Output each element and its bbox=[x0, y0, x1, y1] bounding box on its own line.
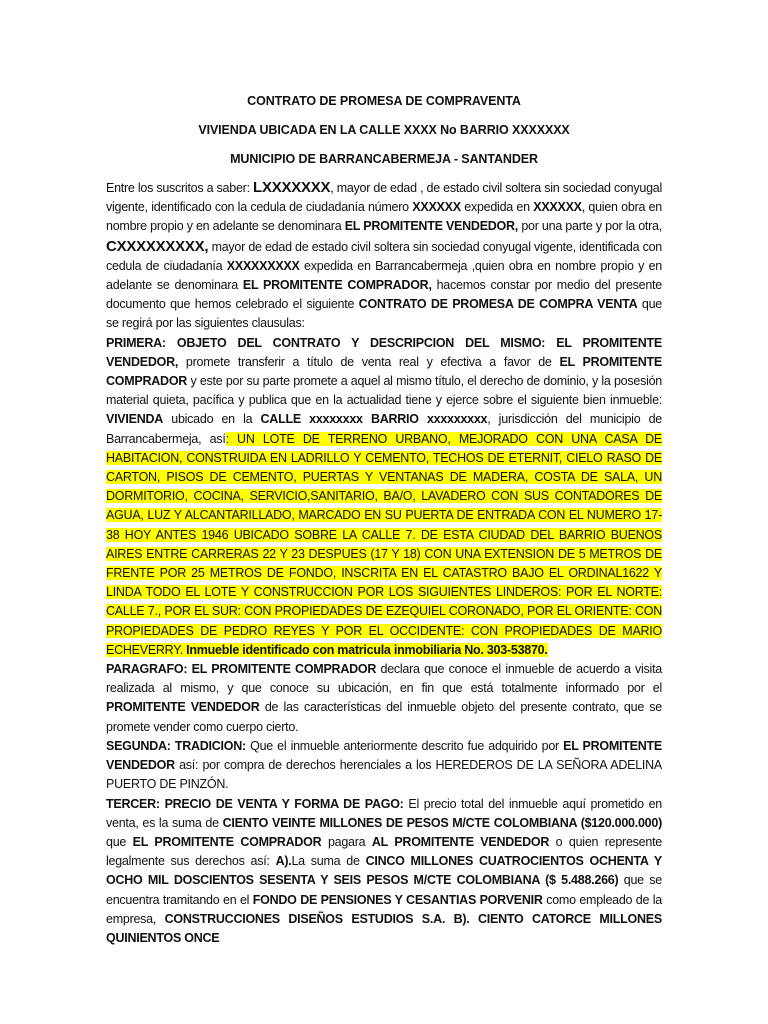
seller-role: EL PROMITENTE VENDEDOR, bbox=[344, 219, 519, 234]
pension-fund: FONDO DE PENSIONES Y CESANTIAS PORVENIR bbox=[252, 892, 543, 907]
contract-body bbox=[106, 178, 662, 948]
seller-name: LXXXXXXX bbox=[253, 179, 331, 196]
buyer-name: CXXXXXXXXX, bbox=[106, 237, 209, 255]
document-title: CONTRATO DE PROMESA DE COMPRAVENTA bbox=[247, 94, 521, 108]
clause-tercera-heading: TERCER: PRECIO DE VENTA Y FORMA DE PAGO: bbox=[106, 796, 404, 811]
clause-primera-heading: PRIMERA: OBJETO DEL CONTRATO Y DESCRIPCION DEL MISMO: EL PROMITENTE VENDEDOR, bbox=[106, 335, 662, 369]
property-address: CALLE xxxxxxxx BARRIO xxxxxxxxx bbox=[260, 412, 488, 427]
clause-paragrafo: PARAGRAFO: EL PROMITENTE COMPRADOR declara que conoce el inmueble de acuerdo a visita realizada al mismo, y que conoce su ubicación, en fin que está totalmente informado por el PROMITENTE VENDEDOR de las características del inmueble objeto del presente contrato, que se promete vender como cuerpo cierto. bbox=[106, 662, 662, 734]
contract-name: CONTRATO DE PROMESA DE COMPRA VENTA bbox=[358, 297, 638, 312]
document-subtitle-municipality: MUNICIPIO DE BARRANCABERMEJA - SANTANDER bbox=[230, 152, 538, 166]
seller-city: XXXXXX bbox=[533, 200, 582, 215]
total-price: CIENTO VEINTE MILLONES DE PESOS M/CTE COLOMBIANA ($120.000.000) bbox=[222, 815, 662, 830]
seller-id: XXXXXX bbox=[412, 200, 461, 215]
clause-tercera: TERCER: PRECIO DE VENTA Y FORMA DE PAGO: El precio total del inmueble aquí prometido en venta, es la suma de CIENTO VEINTE MILLONES DE PESOS M/CTE COLOMBIANA ($120.000.000) que EL PROMITENTE COMPRADOR pagara AL PROMITENTE VENDEDOR o quien represente legalmente sus derechos así: A).La suma de CINCO MILLONES CUATROCIENTOS OCHENTA Y OCHO MIL DOSCIENTOS SESENTA Y SEIS PESOS M/CTE COLOMBIANA ($ 5.488.266) que se encuentra tramitando en el FONDO DE PENSIONES Y CESANTIAS PORVENIR como empleado de la empresa, CONSTRUCCIONES DISEÑOS ESTUDIOS S.A. B). CIENTO CATORCE MILLONES QUINIENTOS ONCE bbox=[106, 796, 662, 945]
highlighted-registration: Inmueble identificado con matricula inmobiliaria No. 303-53870. bbox=[186, 642, 548, 657]
clause-primera: PRIMERA: OBJETO DEL CONTRATO Y DESCRIPCION DEL MISMO: EL PROMITENTE VENDEDOR, promete transferir a título de venta real y efectiva a favor de EL PROMITENTE COMPRADOR y este por su parte promete a aquel al mismo título, el derecho de dominio, y la posesión material quieta, pacífica y publica que en la actualidad tiene y ejerce sobre el siguiente bien inmueble: VIVIENDA ubicado en la CALLE xxxxxxxx BARRIO xxxxxxxxx, jurisdicción del municipio de Barrancabermeja, así: UN LOTE DE TERRENO URBANO, MEJORADO CON UNA CASA DE HABITACION, CONSTRUIDA EN LADRILLO Y CEMENTO, TECHOS DE ETERNIT, CIELO RASO DE CARTON, PISOS DE CEMENTO, PUERTAS Y VENTANAS DE MADERA, COSTA DE SALA, UN DORMITORIO, COCINA, SERVICIO,SANITARIO, BA/O, LAVADERO CON SUS CONTADORES DE AGUA, LUZ Y ALCANTARILLADO, MARCADO EN SU PUERTA DE ENTRADA CON EL NUMERO 17-38 HOY ANTES 1946 UBICADO SOBRE LA CALLE 7. DE ESTA CIUDAD DEL BARRIO BUENOS AIRES ENTRE CARRERAS 22 Y 23 DESPUES (17 Y 18) CON UNA EXTENSION DE 5 METROS DE FRENTE POR 25 METROS DE FONDO, INSCRITA EN EL CATASTRO BAJO EL ORDINAL1622 Y LINDA TODO EL LOTE Y CONSTRUCCION POR LOS SIGUIENTES LINDEROS: POR EL NORTE: CALLE 7., POR EL SUR: CON PROPIEDADES DE EZEQUIEL CORONADO, POR EL ORIENTE: CON PROPIEDADES DE PEDRO REYES Y POR EL OCCIDENTE: CON PROPIEDADES DE MARIO ECHEVERRY. Inmueble identificado con matricula inmobiliaria No. 303-53870. bbox=[106, 335, 662, 657]
payment-b-amount: CIENTO CATORCE MILLONES QUINIENTOS ONCE bbox=[106, 911, 662, 945]
document-subtitle-property: VIVIENDA UBICADA EN LA CALLE XXXX No BARRIO XXXXXXX bbox=[198, 123, 570, 137]
payment-a-amount: CINCO MILLONES CUATROCIENTOS OCHENTA Y OCHO MIL DOSCIENTOS SESENTA Y SEIS PESOS M/CTE COLOMBIANA ($ 5.488.266) bbox=[106, 854, 662, 888]
employer-company: CONSTRUCCIONES DISEÑOS ESTUDIOS S.A. bbox=[164, 911, 446, 926]
intro-paragraph: Entre los suscritos a saber: LXXXXXXX, mayor de edad , de estado civil soltera sin sociedad conyugal vigente, identificado con la cedula de ciudadanía número XXXXXX expedida en XXXXXX, quien obra en nombre propio y en adelante se denominara EL PROMITENTE VENDEDOR, por una parte y por la otra, CXXXXXXXXX, mayor de edad de estado civil soltera sin sociedad conyugal vigente, identificada con cedula de ciudadanía XXXXXXXXX expedida en Barrancabermeja ,quien obra en nombre propio y en adelante se denominara EL PROMITENTE COMPRADOR, hacemos constar por medio del presente documento que hemos celebrado el siguiente CONTRATO DE PROMESA DE COMPRA VENTA que se regirá por las siguientes clausulas: bbox=[106, 179, 663, 331]
highlighted-property-description: : UN LOTE DE TERRENO URBANO, MEJORADO CON UNA CASA DE HABITACION, CONSTRUIDA EN LADRILLO Y CEMENTO, TECHOS DE ETERNIT, CIELO RASO DE CARTON, PISOS DE CEMENTO, PUERTAS Y VENTANAS DE MADERA, COSTA DE SALA, UN DORMITORIO, COCINA, SERVICIO,SANITARIO, BA/O, LAVADERO CON SUS CONTADORES DE AGUA, LUZ Y ALCANTARILLADO, MARCADO EN SU PUERTA DE ENTRADA CON EL NUMERO 17-38 HOY ANTES 1946 UBICADO SOBRE LA CALLE 7. DE ESTA CIUDAD DEL BARRIO BUENOS AIRES ENTRE CARRERAS 22 Y 23 DESPUES (17 Y 18) CON UNA EXTENSION DE 5 METROS DE FRENTE POR 25 METROS DE FONDO, INSCRITA EN EL CATASTRO BAJO EL ORDINAL1622 Y LINDA TODO EL LOTE Y CONSTRUCCION POR LOS SIGUIENTES LINDEROS: POR EL NORTE: CALLE 7., POR EL SUR: CON PROPIEDADES DE EZEQUIEL CORONADO, POR EL ORIENTE: CON PROPIEDADES DE PEDRO REYES Y POR EL OCCIDENTE: CON PROPIEDADES DE MARIO ECHEVERRY. bbox=[106, 431, 662, 657]
buyer-id: XXXXXXXXX bbox=[226, 258, 300, 273]
buyer-role: EL PROMITENTE COMPRADOR, bbox=[242, 278, 432, 293]
clause-segunda: SEGUNDA: TRADICION: Que el inmueble anteriormente descrito fue adquirido por EL PROMITENTE VENDEDOR así: por compra de derechos herenciales a los HEREDEROS DE LA SEÑORA ADELINA PUERTO DE PINZÓN. bbox=[106, 738, 662, 792]
clause-segunda-heading: SEGUNDA: TRADICION: bbox=[106, 738, 246, 753]
clause-paragrafo-heading: PARAGRAFO: EL PROMITENTE COMPRADOR bbox=[106, 662, 377, 677]
